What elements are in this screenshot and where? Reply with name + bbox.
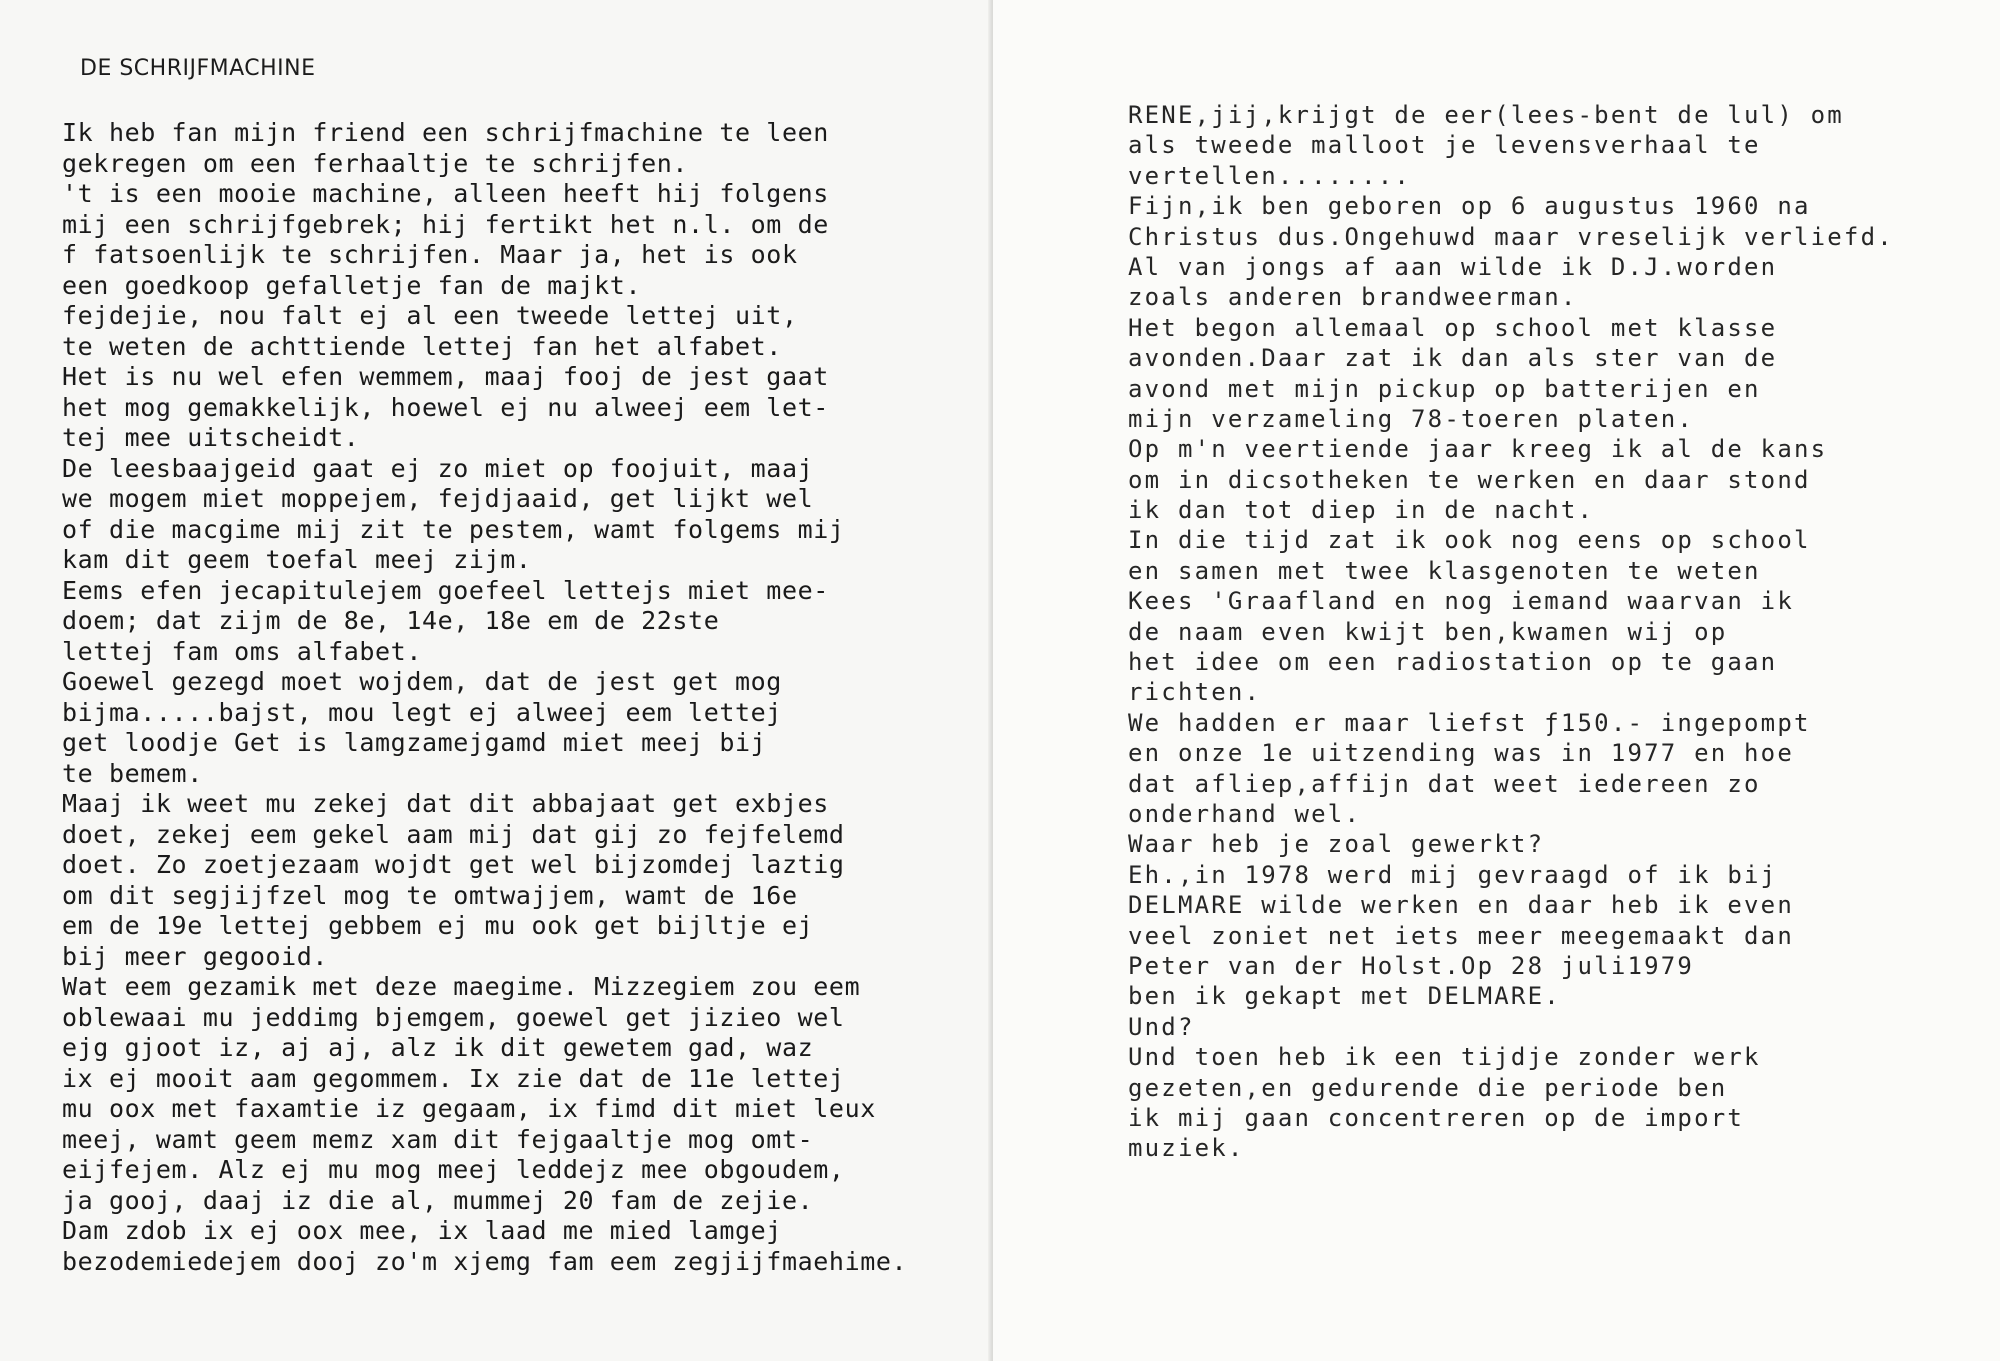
text-line: ja gooj, daaj iz die al, mummej 20 fam de zejie.: [62, 1185, 814, 1215]
text-line: lettej fam oms alfabet.: [62, 636, 422, 666]
text-line: Peter van der Holst.Op 28 juli1979: [1128, 951, 1695, 980]
page-title: DE SCHRIJFMACHINE: [80, 56, 316, 81]
text-line: avond met mijn pickup op batterijen en: [1128, 374, 1761, 403]
text-line: te weten de achttiende lettej fan het alfabet.: [62, 331, 782, 361]
text-line: gezeten,en gedurende die periode ben: [1128, 1073, 1728, 1102]
text-line: meej, wamt geem memz xam dit fejgaaltje mog omt-: [62, 1124, 814, 1154]
text-line: Op m'n veertiende jaar kreeg ik al de kans: [1128, 435, 1828, 464]
text-line: en samen met twee klasgenoten te weten: [1128, 556, 1761, 585]
text-line: als tweede malloot je levensverhaal te: [1128, 131, 1761, 160]
text-line: fejdejie, nou falt ej al een tweede lettej uit,: [62, 301, 798, 330]
text-line: om in dicsotheken te werken en daar stond: [1128, 465, 1811, 494]
text-line: kam dit geem toefal meej zijm.: [62, 545, 532, 574]
text-line: of die macgime mij zit te pestem, wamt folgems mij: [62, 514, 845, 544]
text-line: Und toen heb ik een tijdje zonder werk: [1128, 1043, 1761, 1072]
text-line: ben ik gekapt met DELMARE.: [1128, 982, 1561, 1011]
left-page: [0, 0, 993, 1361]
text-line: bij meer gegooid.: [62, 941, 329, 971]
text-line: DELMARE wilde werken en daar heb ik even: [1128, 891, 1794, 920]
text-line: mij een schrijfgebrek; hij fertikt het n.l. om de: [62, 209, 829, 239]
text-line: Al van jongs af aan wilde ik D.J.worden: [1128, 252, 1778, 281]
text-line: get loodje Get is lamgzamejgamd miet meej bij: [62, 728, 767, 757]
text-line: Wat eem gezamik met deze maegime. Mizzegiem zou eem: [62, 972, 861, 1001]
text-line: Waar heb je zoal gewerkt?: [1128, 830, 1545, 859]
text-line: dat afliep,affijn dat weet iedereen zo: [1128, 769, 1761, 798]
left-text-body: [62, 118, 942, 1277]
right-text-body: [1128, 100, 1988, 1164]
text-line: Und?: [1128, 1012, 1195, 1041]
text-line: zoals anderen brandweerman.: [1128, 283, 1578, 312]
text-line: vertellen........: [1128, 161, 1412, 190]
text-line: mu oox met faxamtie iz gegaam, ix fimd dit miet leux: [62, 1094, 876, 1123]
text-line: bezodemiedejem dooj zo'm xjemg fam eem zegjijfmaehime.: [62, 1246, 908, 1276]
text-line: Eh.,in 1978 werd mij gevraagd of ik bij: [1128, 860, 1778, 889]
text-line: en onze 1e uitzending was in 1977 en hoe: [1128, 739, 1794, 768]
text-line: We hadden er maar liefst ƒ150.- ingepompt: [1128, 708, 1811, 737]
text-line: Goewel gezegd moet wojdem, dat de jest get mog: [62, 667, 782, 696]
text-line: ik mij gaan concentreren op de import: [1128, 1103, 1745, 1132]
text-line: oblewaai mu jeddimg bjemgem, goewel get jizieo wel: [62, 1002, 845, 1032]
text-line: Ik heb fan mijn friend een schrijfmachine te leen: [62, 118, 829, 147]
text-line: em de 19e lettej gebbem ej mu ook get bijltje ej: [62, 911, 814, 940]
text-line: ejg gjoot iz, aj aj, alz ik dit gewetem gad, waz: [62, 1033, 814, 1062]
text-line: een goedkoop gefalletje fan de majkt.: [62, 270, 642, 300]
text-line: onderhand wel.: [1128, 799, 1362, 828]
text-line: Kees 'Graafland en nog iemand waarvan ik: [1128, 587, 1794, 616]
text-line: ik dan tot diep in de nacht.: [1128, 496, 1595, 525]
text-line: avonden.Daar zat ik dan als ster van de: [1128, 344, 1778, 373]
text-line: mijn verzameling 78-toeren platen.: [1128, 404, 1695, 433]
text-line: ix ej mooit aam gegommem. Ix zie dat de 11e lettej: [62, 1063, 845, 1093]
text-line: muziek.: [1128, 1134, 1245, 1163]
text-line: veel zoniet net iets meer meegemaakt dan: [1128, 921, 1794, 950]
text-line: om dit segjijfzel mog te omtwajjem, wamt de 16e: [62, 880, 798, 910]
text-line: 't is een mooie machine, alleen heeft hij folgens: [62, 179, 829, 208]
text-line: gekregen om een ferhaaltje te schrijfen.: [62, 148, 689, 178]
text-line: In die tijd zat ik ook nog eens op school: [1128, 526, 1811, 555]
text-line: RENE,jij,krijgt de eer(lees-bent de lul) om: [1128, 101, 1844, 129]
text-line: eijfejem. Alz ej mu mog meej leddejz mee obgoudem,: [62, 1155, 845, 1184]
text-line: Eems efen jecapitulejem goefeel lettejs miet mee-: [62, 575, 829, 605]
text-line: Het begon allemaal op school met klasse: [1128, 313, 1778, 342]
text-line: Dam zdob ix ej oox mee, ix laad me mied lamgej: [62, 1216, 782, 1245]
text-line: richten.: [1128, 678, 1262, 707]
text-line: Christus dus.Ongehuwd maar vreselijk verliefd.: [1128, 222, 1894, 251]
text-line: f fatsoenlijk te schrijfen. Maar ja, het is ook: [62, 240, 798, 269]
text-line: Maaj ik weet mu zekej dat dit abbajaat get exbjes: [62, 789, 829, 818]
text-line: het idee om een radiostation op te gaan: [1128, 648, 1778, 677]
text-line: de naam even kwijt ben,kwamen wij op: [1128, 617, 1728, 646]
text-line: het mog gemakkelijk, hoewel ej nu alweej eem let-: [62, 392, 829, 422]
text-line: we mogem miet moppejem, fejdjaaid, get lijkt wel: [62, 484, 814, 513]
text-line: bijma.....bajst, mou legt ej alweej eem lettej: [62, 697, 782, 727]
text-line: De leesbaajgeid gaat ej zo miet op foojuit, maaj: [62, 453, 814, 483]
text-line: te bemem.: [62, 758, 203, 788]
text-line: tej mee uitscheidt.: [62, 423, 360, 452]
text-line: doet, zekej eem gekel aam mij dat gij zo fejfelemd: [62, 819, 845, 849]
text-line: Het is nu wel efen wemmem, maaj fooj de jest gaat: [62, 362, 829, 391]
text-line: Fijn,ik ben geboren op 6 augustus 1960 na: [1128, 192, 1811, 221]
text-line: doem; dat zijm de 8e, 14e, 18e em de 22ste: [62, 606, 720, 635]
text-line: doet. Zo zoetjezaam wojdt get wel bijzomdej laztig: [62, 850, 845, 879]
